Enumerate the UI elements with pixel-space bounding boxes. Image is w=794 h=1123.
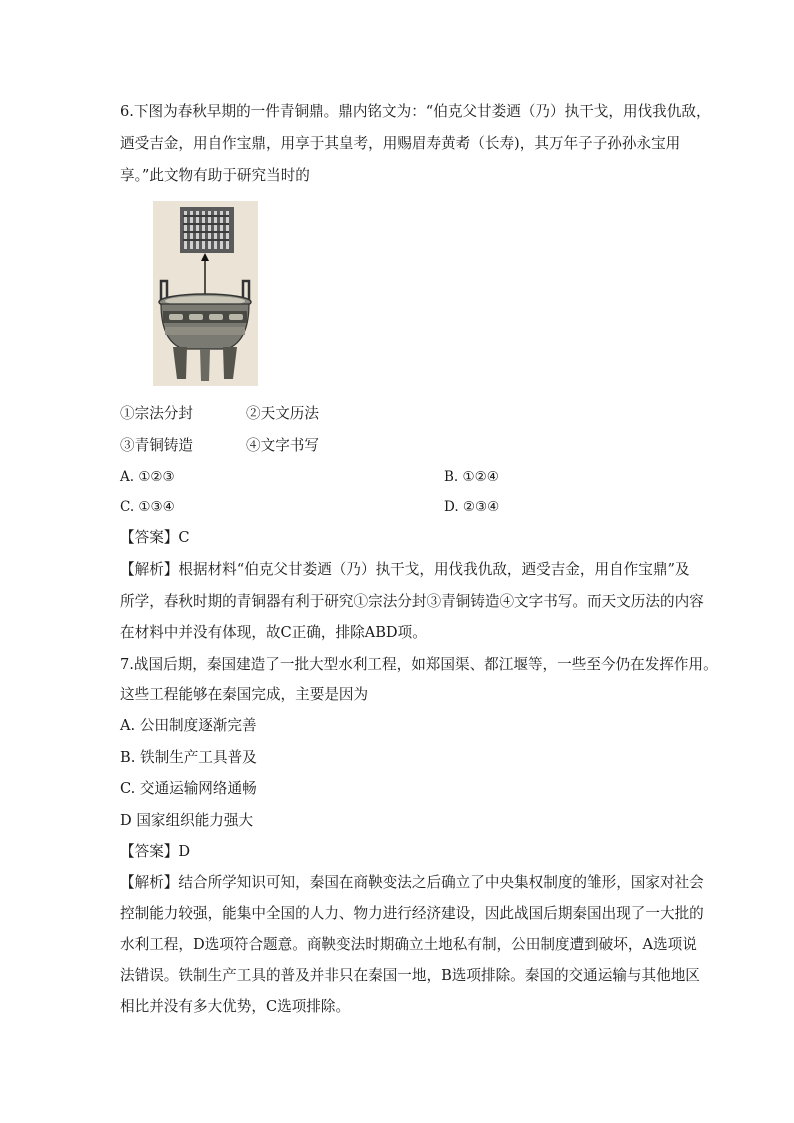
q7-analysis-line-4: 法错误。铁制生产工具的普及并非只在秦国一地，B选项排除。秦国的交通运输与其他地区 [120,967,700,984]
q7-analysis-line-5: 相比并没有多大优势，C选项排除。 [120,998,351,1015]
q6-answer [120,528,680,548]
q7-answer-label: 【答案】 [120,843,179,860]
q7-analysis-line-2: 控制能力较强，能集中全国的人力、物力进行经济建设，因此战国后期秦国出现了一大批的 [120,905,704,922]
q7-analysis-label: 【解析】 [120,874,179,891]
q6-analysis-line-1 [120,560,690,580]
q7-option-d: D 国家组织能力强大 [120,812,254,829]
q7-option-c: C. 交通运输网络通畅 [120,780,257,797]
q6-answer-label: 【答案】 [120,529,179,546]
q7-answer [120,842,680,862]
q7-option-a: A. 公田制度逐渐完善 [120,717,257,734]
q6-option-b: B. ①②④ [444,469,499,485]
q6-item-3: ③青铜铸造 [120,437,193,454]
q7-analysis-line-1 [120,873,704,893]
q6-analysis-line-3: 在材料中并没有体现，故C正确，排除ABD项。 [120,624,427,641]
q7-option-b: B. 铁制生产工具普及 [120,749,257,766]
bronze-ding-illustration [153,201,258,386]
q6-analysis-line-2: 所学，春秋时期的青铜器有利于研究①宗法分封③青铜铸造④文字书写。而天文历法的内容 [120,593,704,610]
q7-analysis-text-1: 结合所学知识可知，秦国在商鞅变法之后确立了中央集权制度的雏形，国家对社会 [178,874,704,891]
q6-option-a: A. ①②③ [120,469,175,485]
q7-analysis-line-3: 水利工程，D选项符合题意。商鞅变法时期确立土地私有制，公田制度遭到破坏，A选项说 [120,936,697,953]
bronze-ding-figure [153,201,258,386]
q6-answer-value: C [178,529,190,546]
q7-stem-line-2: 这些工程能够在秦国完成，主要是因为 [120,686,369,703]
q6-item-1: ①宗法分封 [120,405,193,422]
q7-stem-line-1: 7.战国后期，秦国建造了一批大型水利工程，如郑国渠、都江堰等，一些至今仍在发挥作用。 [120,656,718,673]
q6-analysis-text-1: 根据材料“伯克父甘娄迺（乃）执干戈，用伐我仇敌，迺受吉金，用自作宝鼎”及 [178,561,690,578]
q6-option-c: C. ①③④ [120,499,175,515]
q6-stem-line-2: 迺受吉金，用自作宝鼎，用享于其皇考，用赐眉寿黄耇（长寿)，其万年子子孙孙永宝用 [120,135,681,152]
q6-item-4: ④文字书写 [246,437,319,454]
q6-analysis-label: 【解析】 [120,561,179,578]
q6-stem-line-3: 享。”此文物有助于研究当时的 [120,167,310,184]
q7-answer-value: D [178,843,191,860]
q6-option-d: D. ②③④ [444,499,500,515]
q6-item-2: ②天文历法 [246,405,319,422]
q6-stem-line-1: 6.下图为春秋早期的一件青铜鼎。鼎内铭文为：“伯克父甘娄迺（乃）执干戈，用伐我仇敌， [120,103,711,120]
